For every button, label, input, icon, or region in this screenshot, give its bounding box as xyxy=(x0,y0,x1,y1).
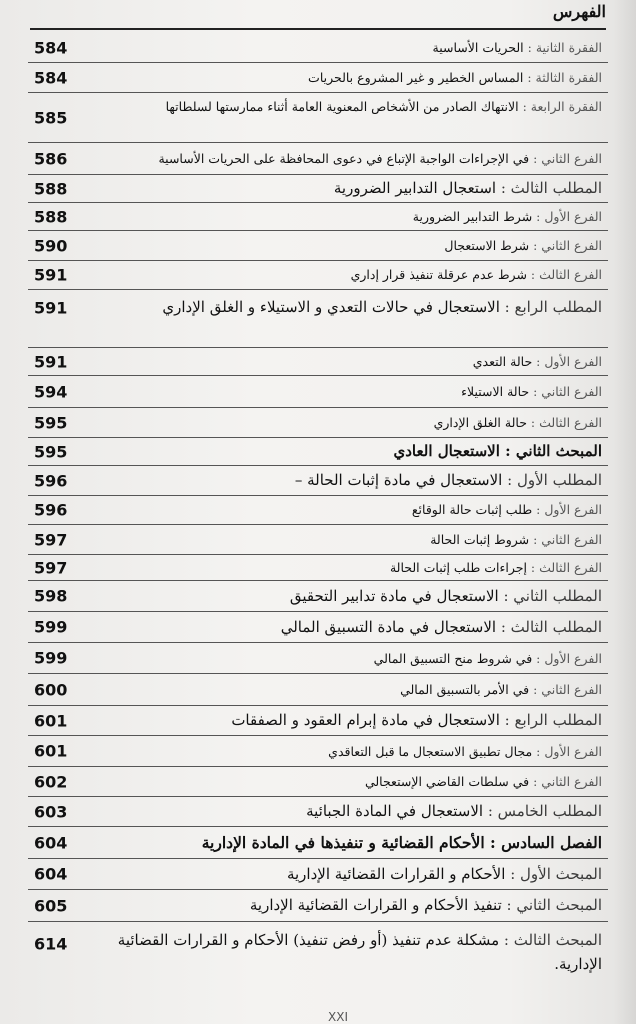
toc-entry-title xyxy=(108,97,602,116)
toc-entry-text: إجراءات طلب إثبات الحالة xyxy=(389,560,527,575)
toc-entry-prefix: المطلب الثالث : xyxy=(500,179,602,197)
toc-entry-prefix: الفرع الأول : xyxy=(536,744,602,759)
toc-entry-text: في شروط منح التسبيق المالي xyxy=(373,651,533,666)
toc-page-number: 602 xyxy=(34,772,68,791)
toc-entry-title xyxy=(108,928,602,976)
toc-entry xyxy=(28,376,608,408)
toc-page-number: 591 xyxy=(34,352,68,371)
toc-entry xyxy=(28,175,608,203)
toc-entry-title xyxy=(108,294,602,320)
toc-entry-text: الاستعجال في حالات التعدي و الاستيلاء و الغلق الإداري xyxy=(162,298,500,316)
toc-entry-title xyxy=(108,618,602,636)
toc-entry xyxy=(28,922,608,976)
toc-entry xyxy=(28,827,608,859)
toc-entry-title xyxy=(108,70,602,85)
toc-entry xyxy=(28,231,608,261)
page-header xyxy=(30,2,606,30)
toc-entry-prefix: الفصل السادس : xyxy=(490,833,602,852)
toc-entry-title xyxy=(108,587,602,605)
toc-entry-prefix: المطلب الثاني : xyxy=(503,587,602,605)
toc-page-number: 586 xyxy=(34,149,68,168)
toc-entry-text: الحريات الأساسية xyxy=(432,40,524,55)
toc-entry xyxy=(28,93,608,143)
toc-entry-text: مشكلة عدم تنفيذ (أو رفض تنفيذ) الأحكام و القرارات القضائية الإدارية. xyxy=(117,931,602,973)
toc-entry-prefix: الفرع الثاني : xyxy=(533,774,602,789)
toc-entry-text: شرط التدابير الضرورية xyxy=(412,209,533,224)
toc-entry-title xyxy=(108,442,602,460)
toc-entry xyxy=(28,736,608,767)
toc-page-number: 588 xyxy=(34,179,68,198)
toc-page-number: 597 xyxy=(34,530,68,549)
toc-entry-prefix: الفرع الثاني : xyxy=(533,682,602,697)
toc-entry-title xyxy=(108,651,602,666)
toc-entry-title xyxy=(108,532,602,547)
toc-entry-title xyxy=(108,560,602,575)
toc-page-number: 604 xyxy=(34,864,68,884)
toc-entry-prefix: المطلب الرابع : xyxy=(504,711,602,729)
toc-entry-title xyxy=(108,384,602,399)
toc-entry xyxy=(28,767,608,797)
toc-entry-prefix: الفرع الثالث : xyxy=(530,415,602,430)
toc-page-number: 604 xyxy=(34,833,68,852)
toc-entry-prefix: المبحث الأول : xyxy=(510,865,602,883)
toc-entry-text: شروط إثبات الحالة xyxy=(430,532,530,547)
table-of-contents xyxy=(28,34,608,976)
toc-entry-prefix: المبحث الثالث : xyxy=(503,931,602,949)
toc-entry-text: حالة التعدي xyxy=(472,354,533,369)
toc-entry-title xyxy=(108,471,602,489)
toc-entry-text: الانتهاك الصادر من الأشخاص المعنوية العامة أثناء ممارستها لسلطاتها xyxy=(165,99,519,114)
toc-entry-prefix: الفرع الثاني : xyxy=(533,532,602,547)
toc-entry-text: طلب إثبات حالة الوقائع xyxy=(411,502,533,517)
toc-entry-prefix: الفرع الثالث : xyxy=(530,560,602,575)
toc-entry xyxy=(28,34,608,63)
toc-page-number: 591 xyxy=(34,298,68,318)
toc-entry-title xyxy=(108,774,602,789)
toc-entry xyxy=(28,643,608,674)
toc-page-number: 597 xyxy=(34,558,68,577)
toc-entry-text: الاستعجال في مادة إثبات الحالة – xyxy=(294,471,503,489)
toc-entry-text: الاستعجال في مادة التسبيق المالي xyxy=(280,618,497,636)
toc-entry-title xyxy=(108,865,602,883)
toc-entry-title xyxy=(108,711,602,729)
toc-entry xyxy=(28,859,608,890)
toc-page-number: 594 xyxy=(34,382,68,401)
toc-entry-prefix: الفرع الثالث : xyxy=(530,267,602,282)
toc-entry-prefix: المطلب الأول : xyxy=(507,471,602,489)
toc-entry xyxy=(28,408,608,438)
toc-entry-title xyxy=(108,802,602,820)
toc-entry-prefix: الفقرة الثانية : xyxy=(527,40,602,55)
toc-entry-prefix: الفرع الأول : xyxy=(536,209,602,224)
toc-entry-title xyxy=(108,267,602,282)
toc-page-number: 585 xyxy=(34,108,68,127)
toc-entry-title xyxy=(108,502,602,517)
toc-entry-text: الاستعجال في مادة تدابير التحقيق xyxy=(289,587,499,605)
toc-entry-prefix: الفرع الثاني : xyxy=(533,151,602,166)
toc-page-number: 590 xyxy=(34,236,68,255)
toc-entry-text: الاستعجال العادي xyxy=(393,442,500,460)
toc-entry-text: شرط الاستعجال xyxy=(444,238,530,253)
toc-entry xyxy=(28,438,608,466)
toc-entry-text: الاستعجال في المادة الجبائية xyxy=(306,802,484,820)
toc-entry xyxy=(28,203,608,231)
page-footer-number: XXI xyxy=(328,1010,348,1024)
toc-entry-title xyxy=(108,415,602,430)
toc-page-number: 605 xyxy=(34,896,68,915)
toc-entry xyxy=(28,63,608,93)
toc-entry xyxy=(28,290,608,348)
toc-entry-title xyxy=(108,354,602,369)
toc-page-number: 599 xyxy=(34,648,68,668)
toc-entry-text: حالة الغلق الإداري xyxy=(433,415,527,430)
toc-entry xyxy=(28,797,608,827)
toc-page-number: 600 xyxy=(34,680,68,699)
toc-entry-title xyxy=(108,744,602,759)
toc-entry-text: حالة الاستيلاء xyxy=(461,384,530,399)
toc-entry-text: في الإجراءات الواجبة الإتباع في دعوى المحافظة على الحريات الأساسية xyxy=(158,151,530,166)
toc-entry-title xyxy=(108,896,602,914)
toc-page-number: 601 xyxy=(34,711,68,730)
toc-entry-title xyxy=(108,209,602,224)
toc-entry-prefix: الفقرة الثالثة : xyxy=(527,70,602,85)
toc-page-number: 595 xyxy=(34,413,68,432)
toc-entry-text: تنفيذ الأحكام و القرارات القضائية الإدارية xyxy=(249,896,502,914)
toc-entry-text: في الأمر بالتسبيق المالي xyxy=(400,682,530,697)
toc-entry xyxy=(28,261,608,290)
toc-entry-text: المساس الخطير و غير المشروع بالحريات xyxy=(308,70,524,85)
toc-entry-prefix: الفرع الأول : xyxy=(536,651,602,666)
toc-entry xyxy=(28,612,608,643)
toc-entry-title xyxy=(108,151,602,166)
toc-entry-prefix: الفرع الأول : xyxy=(536,354,602,369)
toc-entry xyxy=(28,890,608,922)
toc-entry-prefix: المبحث الثاني : xyxy=(505,442,602,460)
toc-page-number: 584 xyxy=(34,38,68,58)
toc-entry-text: في سلطات القاضي الإستعجالي xyxy=(364,774,530,789)
toc-page-number: 599 xyxy=(34,617,68,637)
toc-entry-title xyxy=(108,682,602,697)
toc-entry-title xyxy=(108,179,602,197)
toc-entry xyxy=(28,674,608,706)
toc-page-number: 614 xyxy=(34,934,68,954)
toc-entry-text: الأحكام و القرارات القضائية الإدارية xyxy=(286,865,506,883)
toc-entry-text: استعجال التدابير الضرورية xyxy=(333,179,497,197)
header-title: الفهرس xyxy=(552,2,606,21)
toc-entry-prefix: الفقرة الرابعة : xyxy=(522,99,602,114)
toc-page-number: 596 xyxy=(34,471,68,490)
toc-entry-prefix: الفرع الثاني : xyxy=(533,384,602,399)
toc-entry-prefix: الفرع الأول : xyxy=(536,502,602,517)
toc-page-number: 595 xyxy=(34,442,68,461)
toc-page-number: 588 xyxy=(34,207,68,226)
toc-entry xyxy=(28,496,608,525)
toc-entry-text: الأحكام القضائية و تنفيذها في المادة الإدارية xyxy=(201,833,485,852)
toc-entry-prefix: المبحث الثاني : xyxy=(506,896,602,914)
toc-entry-text: شرط عدم عرقلة تنفيذ قرار إداري xyxy=(350,267,527,282)
toc-entry-prefix: المطلب الرابع : xyxy=(504,298,602,316)
toc-entry-text: الاستعجال في مادة إبرام العقود و الصفقات xyxy=(231,711,500,729)
toc-entry-prefix: الفرع الثاني : xyxy=(533,238,602,253)
toc-page-number: 598 xyxy=(34,586,68,606)
toc-entry-title xyxy=(108,40,602,55)
toc-page-number: 603 xyxy=(34,802,68,821)
toc-entry xyxy=(28,581,608,612)
toc-entry-title xyxy=(108,238,602,253)
toc-entry-text: مجال تطبيق الاستعجال ما قبل التعاقدي xyxy=(328,744,533,759)
toc-page-number: 601 xyxy=(34,741,68,761)
toc-entry xyxy=(28,348,608,376)
toc-entry-prefix: المطلب الخامس : xyxy=(487,802,602,820)
toc-entry-title xyxy=(108,833,602,852)
toc-entry xyxy=(28,525,608,555)
page-edge-shadow xyxy=(614,0,636,1024)
toc-entry-prefix: المطلب الثالث : xyxy=(500,618,602,636)
toc-page-number: 584 xyxy=(34,68,68,87)
toc-page-number: 596 xyxy=(34,500,68,520)
toc-entry xyxy=(28,555,608,581)
toc-entry xyxy=(28,143,608,175)
toc-page-number: 591 xyxy=(34,265,68,285)
toc-entry xyxy=(28,706,608,736)
toc-entry xyxy=(28,466,608,496)
